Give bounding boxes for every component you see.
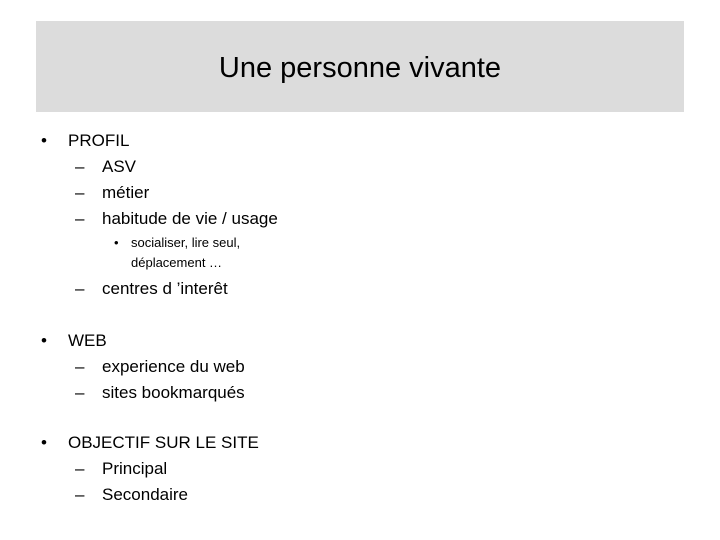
dash-marker: – [75, 383, 85, 402]
list-item-principal: Principal [102, 459, 168, 478]
dash-marker: – [75, 279, 85, 298]
bullet-marker: • [41, 131, 47, 150]
dash-marker: – [75, 485, 85, 504]
list-item-centres: centres d ’interêt [102, 279, 228, 298]
dash-marker: – [75, 183, 85, 202]
list-item-bookmarks: sites bookmarqués [102, 383, 245, 402]
section-heading-objectif: OBJECTIF SUR LE SITE [68, 433, 259, 452]
sub-item-line: socialiser, lire seul, [131, 235, 241, 250]
dash-marker: – [75, 209, 85, 228]
bullet-marker: • [114, 235, 119, 250]
list-item-asv: ASV [102, 157, 137, 176]
slide-title: Une personne vivante [218, 52, 502, 84]
dash-marker: – [75, 157, 85, 176]
list-item-secondaire: Secondaire [102, 485, 189, 504]
bullet-marker: • [41, 433, 47, 452]
list-item-habitude: habitude de vie / usage [102, 209, 278, 228]
dash-marker: – [75, 357, 85, 376]
dash-marker: – [75, 459, 85, 478]
bullet-marker: • [41, 331, 47, 350]
sub-item-line: déplacement … [131, 255, 223, 270]
section-heading-profil: PROFIL [68, 131, 130, 150]
list-item-experience: experience du web [102, 357, 245, 376]
list-item-metier: métier [102, 183, 150, 202]
section-heading-web: WEB [68, 331, 107, 350]
